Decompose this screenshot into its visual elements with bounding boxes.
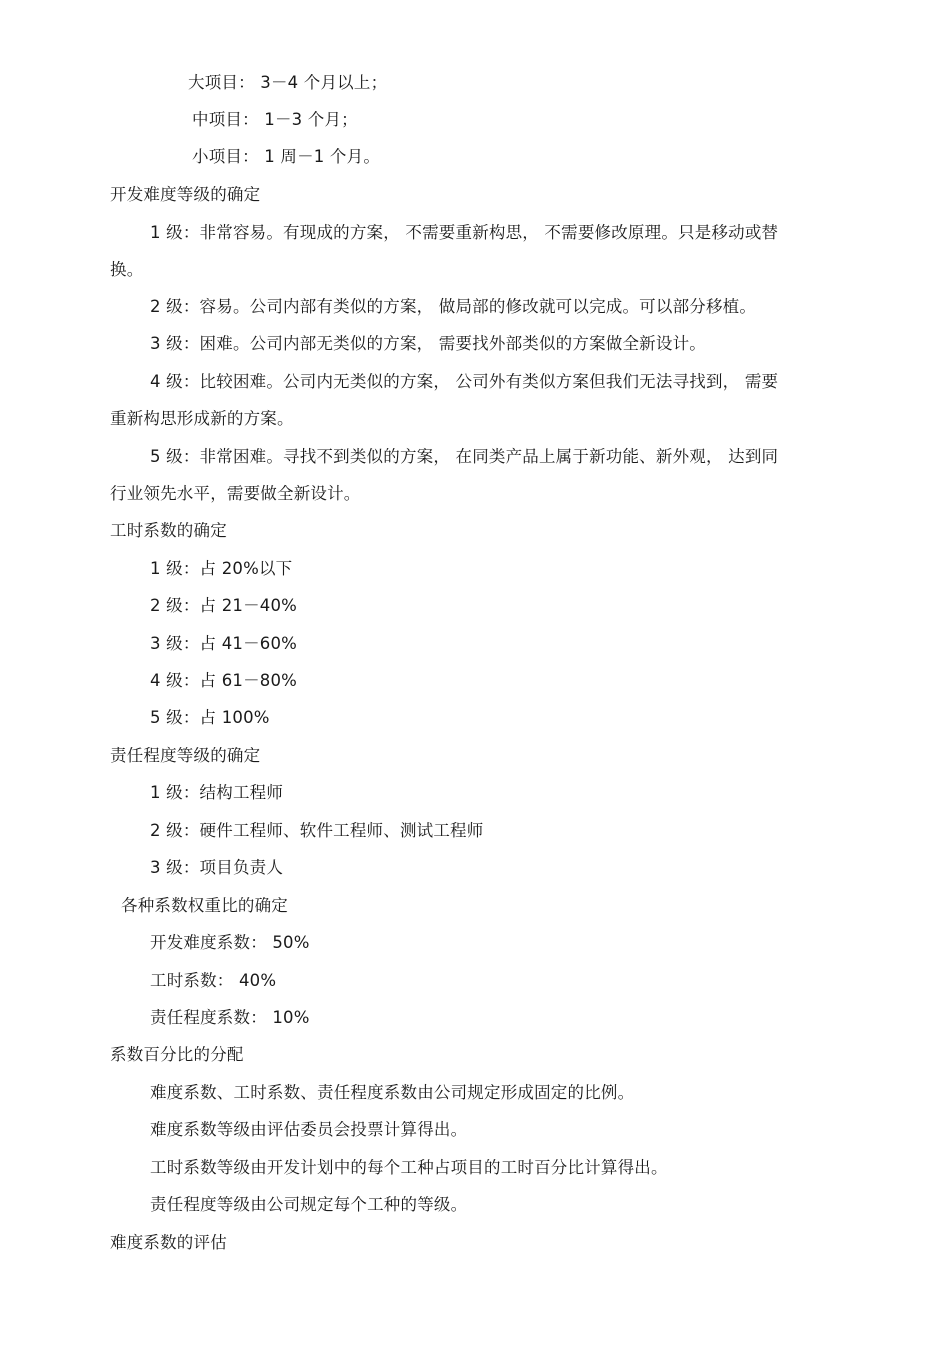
allocation-item: 难度系数、工时系数、责任程度系数由公司规定形成固定的比例。 — [150, 1083, 635, 1102]
difficulty-heading: 开发难度等级的确定 — [110, 185, 261, 204]
difficulty-level3: 3 级：困难。公司内部无类似的方案， 需要找外部类似的方案做全新设计。 — [150, 334, 706, 353]
small-project-duration: 小项目： 1 周－1 个月。 — [192, 147, 381, 166]
work-hours-level: 2 级：占 21－40% — [150, 596, 298, 615]
allocation-heading: 系数百分比的分配 — [110, 1045, 244, 1064]
work-hours-level: 3 级：占 41－60% — [150, 634, 298, 653]
difficulty-level5-line2: 行业领先水平，需要做全新设计。 — [110, 484, 361, 503]
work-hours-heading: 工时系数的确定 — [110, 521, 227, 540]
work-hours-level: 4 级：占 61－80% — [150, 671, 298, 690]
responsibility-level: 1 级：结构工程师 — [150, 783, 284, 802]
evaluation-heading: 难度系数的评估 — [110, 1233, 227, 1252]
responsibility-level: 3 级：项目负责人 — [150, 858, 284, 877]
responsibility-heading: 责任程度等级的确定 — [110, 746, 261, 765]
weight-item: 开发难度系数： 50% — [150, 933, 310, 952]
difficulty-level5-line1: 5 级：非常困难。寻找不到类似的方案， 在同类产品上属于新功能、新外观， 达到同 — [150, 447, 779, 466]
difficulty-level1-line1: 1 级：非常容易。有现成的方案， 不需要重新构思， 不需要修改原理。只是移动或替 — [150, 223, 779, 242]
medium-project-duration: 中项目： 1－3 个月； — [192, 110, 358, 129]
difficulty-level1-line2: 换。 — [110, 260, 144, 279]
work-hours-level: 1 级：占 20%以下 — [150, 559, 293, 578]
work-hours-level: 5 级：占 100% — [150, 708, 270, 727]
difficulty-level2: 2 级：容易。公司内部有类似的方案， 做局部的修改就可以完成。可以部分移植。 — [150, 297, 757, 316]
weights-heading: 各种系数权重比的确定 — [121, 896, 288, 915]
responsibility-level: 2 级：硬件工程师、软件工程师、测试工程师 — [150, 821, 484, 840]
allocation-item: 难度系数等级由评估委员会投票计算得出。 — [150, 1120, 468, 1139]
weight-item: 工时系数： 40% — [150, 971, 277, 990]
large-project-duration: 大项目： 3－4 个月以上； — [188, 73, 388, 92]
allocation-item: 工时系数等级由开发计划中的每个工种占项目的工时百分比计算得出。 — [150, 1158, 668, 1177]
allocation-item: 责任程度等级由公司规定每个工种的等级。 — [150, 1195, 468, 1214]
weight-item: 责任程度系数： 10% — [150, 1008, 310, 1027]
difficulty-level4-line2: 重新构思形成新的方案。 — [110, 409, 294, 428]
difficulty-level4-line1: 4 级：比较困难。公司内无类似的方案， 公司外有类似方案但我们无法寻找到， 需要 — [150, 372, 779, 391]
